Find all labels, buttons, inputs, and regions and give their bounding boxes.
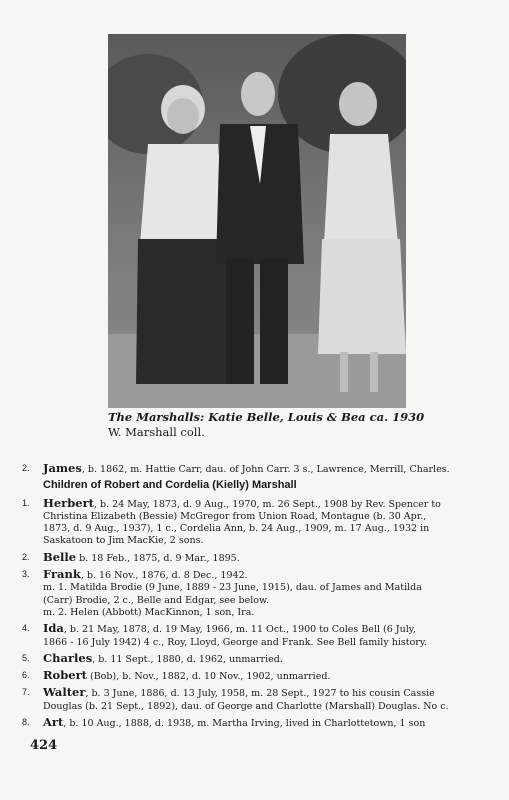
photo-caption (108, 410, 438, 440)
entry-text: , b. 21 May, 1878, d. 19 May, 1966, m. 11 Oct., 1900 to Coles Bell (6 July, (63, 624, 416, 636)
entry-text: , b. 16 Nov., 1876, d. 8 Dec., 1942. (80, 570, 248, 582)
entry-text: (Carr) Brodie, 2 c., Belle and Edgar, see below. (43, 594, 270, 606)
entry-text: Christina Elizabeth (Bessie) McGregor from Union Road, Montague (b. 30 Apr., (43, 510, 427, 522)
entry-charles (22, 652, 476, 666)
entry-herbert (22, 497, 476, 548)
family-photograph (108, 34, 406, 408)
entry-text: , b. 3 June, 1886, d. 13 July, 1958, m. 28 Sept., 1927 to his cousin Cassie (85, 688, 435, 700)
entry-text: m. 2. Helen (Abbott) MacKinnon, 1 son, Ira. (43, 606, 255, 618)
entry-text: , b. 24 May, 1873, d. 9 Aug., 1970, m. 26 Sept., 1908 by Rev. Spencer to (93, 498, 441, 510)
entry-number: 2. (22, 551, 30, 562)
entry-number: 4. (22, 623, 30, 634)
entry-name: Robert (43, 668, 87, 683)
photo-illustration (108, 34, 406, 408)
entry-belle (22, 551, 476, 565)
entry-name: Walter (43, 685, 86, 700)
entry-text: m. 1. Matilda Brodie (9 June, 1889 - 23 June, 1915), dau. of James and Matilda (43, 582, 422, 594)
entry-number: 1. (22, 497, 30, 508)
entry-text: Douglas (b. 21 Sept., 1892), dau. of George and Charlotte (Marshall) Douglas. No c. (43, 700, 449, 712)
entry-frank (22, 568, 476, 619)
entry-name: Charles (43, 650, 93, 665)
entry-name: Herbert (43, 495, 94, 510)
entry-text: 1866 - 16 July 1942) 4 c., Roy, Lloyd, George and Frank. See Bell family history. (43, 636, 427, 648)
entry-text: b. 18 Feb., 1875, d. 9 Mar., 1895. (76, 552, 240, 564)
entry-name: Ida (43, 621, 64, 636)
entry-art (22, 716, 476, 730)
entry-text: , b. 11 Sept., 1880, d. 1962, unmarried. (92, 653, 283, 665)
children-heading: Children of Robert and Cordelia (Kielly) Marshall (43, 479, 297, 492)
entry-text: (Bob), b. Nov., 1882, d. 10 Nov., 1902, unmarried. (86, 671, 331, 683)
entry-ida (22, 622, 476, 649)
entry-name: Belle (43, 549, 77, 564)
genealogy-entries (22, 462, 476, 733)
entry-text: , b. 10 Aug., 1888, d. 1938, m. Martha Irving, lived in Charlottetown, 1 son (63, 718, 426, 730)
entry-number: 2. (22, 463, 30, 473)
entry-number: 3. (22, 569, 30, 580)
entry-text: 1873, d. 9 Aug., 1937), 1 c., Cordelia Ann, b. 24 Aug., 1909, m. 17 Aug., 1932 in (43, 523, 430, 535)
caption-title: The Marshalls: Katie Belle, Louis & Bea ca. 1930 (108, 410, 425, 424)
entry-robert (22, 669, 476, 683)
entry-name: Frank (43, 567, 81, 582)
entry-number: 6. (22, 670, 30, 681)
entry-number: 7. (22, 687, 30, 698)
entry-text: Saskatoon to Jim MacKie, 2 sons. (43, 535, 204, 547)
entry-number: 8. (22, 717, 30, 728)
entry-name: Art (43, 715, 64, 730)
entry-number: 5. (22, 652, 30, 663)
entry-text: , b. 1862, m. Hattie Carr, dau. of John Carr. 3 s., Lawrence, Merrill, Charles. (81, 464, 450, 475)
entry-walter (22, 686, 476, 713)
caption-credit: W. Marshall coll. (108, 425, 205, 439)
entry-james (22, 462, 476, 476)
entry-name: James (43, 461, 82, 475)
page-number: 424 (30, 738, 58, 753)
